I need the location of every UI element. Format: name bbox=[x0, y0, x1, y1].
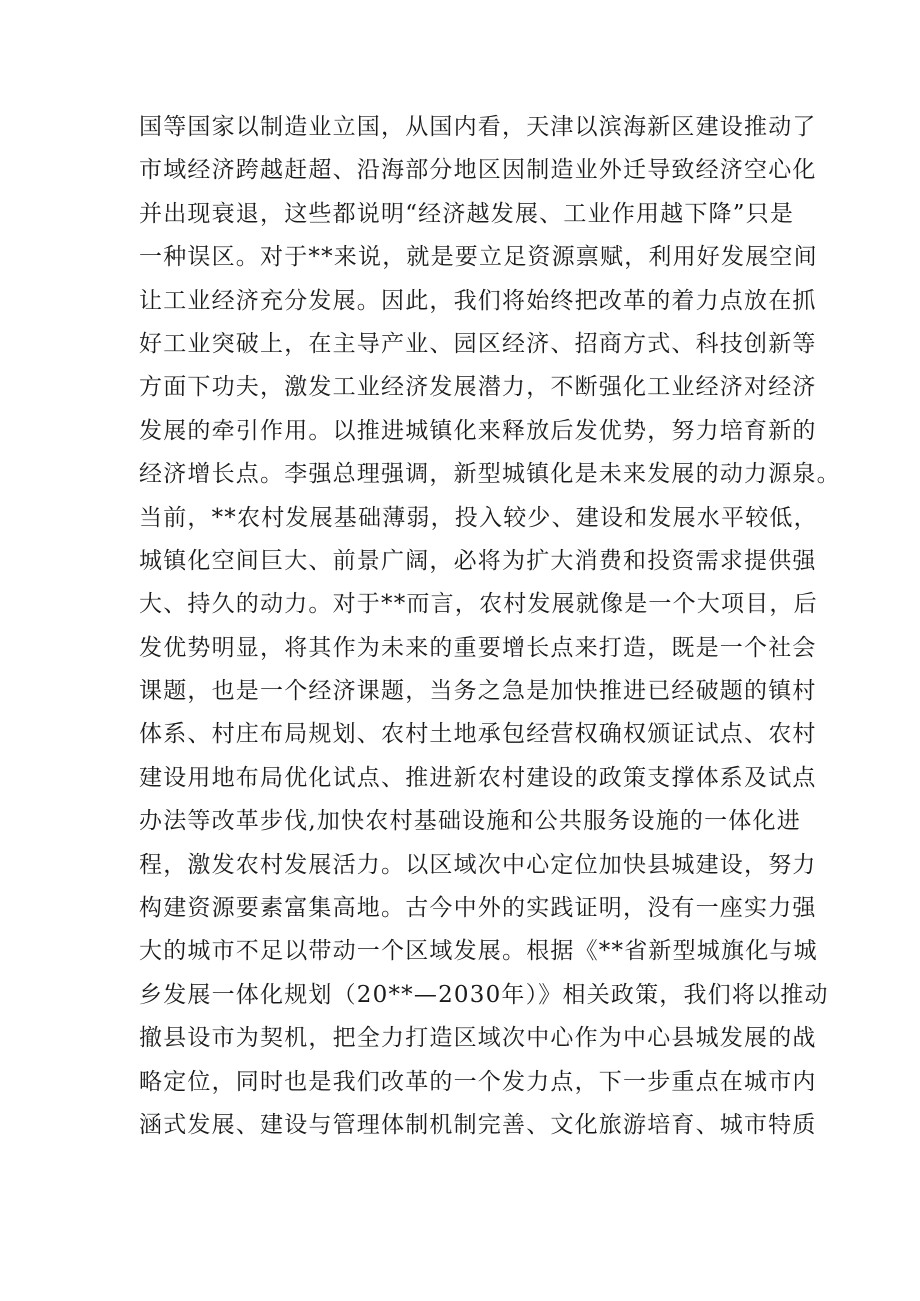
text-line: 发优势明显，将其作为未来的重要增长点来打造，既是一个社会 bbox=[139, 634, 817, 661]
text-line: 让工业经济充分发展。因此，我们将始终把改革的着力点放在抓 bbox=[139, 287, 817, 314]
text-line: 撤县设市为契机，把全力打造区域次中心作为中心县城发展的战 bbox=[139, 1025, 817, 1052]
text-line: 建设用地布局优化试点、推进新农村建设的政策支撑体系及试点 bbox=[139, 764, 817, 791]
text-line: 课题，也是一个经济课题，当务之急是加快推进已经破题的镇村 bbox=[139, 678, 817, 705]
text-line: 构建资源要素富集高地。古今中外的实践证明，没有一座实力强 bbox=[139, 895, 817, 922]
text-line: 好工业突破上，在主导产业、园区经济、招商方式、科技创新等 bbox=[139, 330, 817, 357]
text-line: 方面下功夫，激发工业经济发展潜力，不断强化工业经济对经济 bbox=[139, 374, 817, 401]
text-line: 略定位，同时也是我们改革的一个发力点，下一步重点在城市内 bbox=[139, 1068, 817, 1095]
text-line: 办法等改革步伐,加快农村基础设施和公共服务设施的一体化进 bbox=[139, 808, 801, 835]
text-line: 城镇化空间巨大、前景广阔，必将为扩大消费和投资需求提供强 bbox=[139, 547, 817, 574]
text-line: 体系、村庄布局规划、农村土地承包经营权确权颁证试点、农村 bbox=[139, 721, 817, 748]
text-line: 涵式发展、建设与管理体制机制完善、文化旅游培育、城市特质 bbox=[139, 1111, 817, 1138]
text-line: 当前，**农村发展基础薄弱，投入较少、建设和发展水平较低， bbox=[139, 504, 818, 531]
text-line: 发展的牵引作用。以推进城镇化来释放后发优势，努力培育新的 bbox=[139, 417, 817, 444]
text-line: 国等国家以制造业立国，从国内看，天津以滨海新区建设推动了 bbox=[139, 114, 817, 140]
text-line: 大、持久的动力。对于**而言，农村发展就像是一个大项目，后 bbox=[139, 591, 818, 618]
text-line: 乡发展一体化规划（20**—2030年）》相关政策，我们将以推动 bbox=[139, 981, 829, 1008]
text-line: 程，激发农村发展活力。以区域次中心定位加快县城建设，努力 bbox=[139, 851, 817, 878]
text-line: 一种误区。对于**来说，就是要立足资源禀赋，利用好发展空间 bbox=[139, 244, 818, 271]
text-line: 大的城市不足以带动一个区域发展。根据《**省新型城旗化与城 bbox=[139, 938, 818, 965]
text-line: 并出现衰退，这些都说明“经济越发展、工业作用越下降”只是 bbox=[139, 200, 795, 227]
text-line: 经济增长点。李强总理强调，新型城镇化是未来发展的动力源泉。 bbox=[139, 461, 841, 488]
text-line: 市域经济跨越赶超、沿海部分地区因制造业外迁导致经济空心化 bbox=[139, 157, 817, 184]
body-paragraph bbox=[139, 106, 841, 1147]
